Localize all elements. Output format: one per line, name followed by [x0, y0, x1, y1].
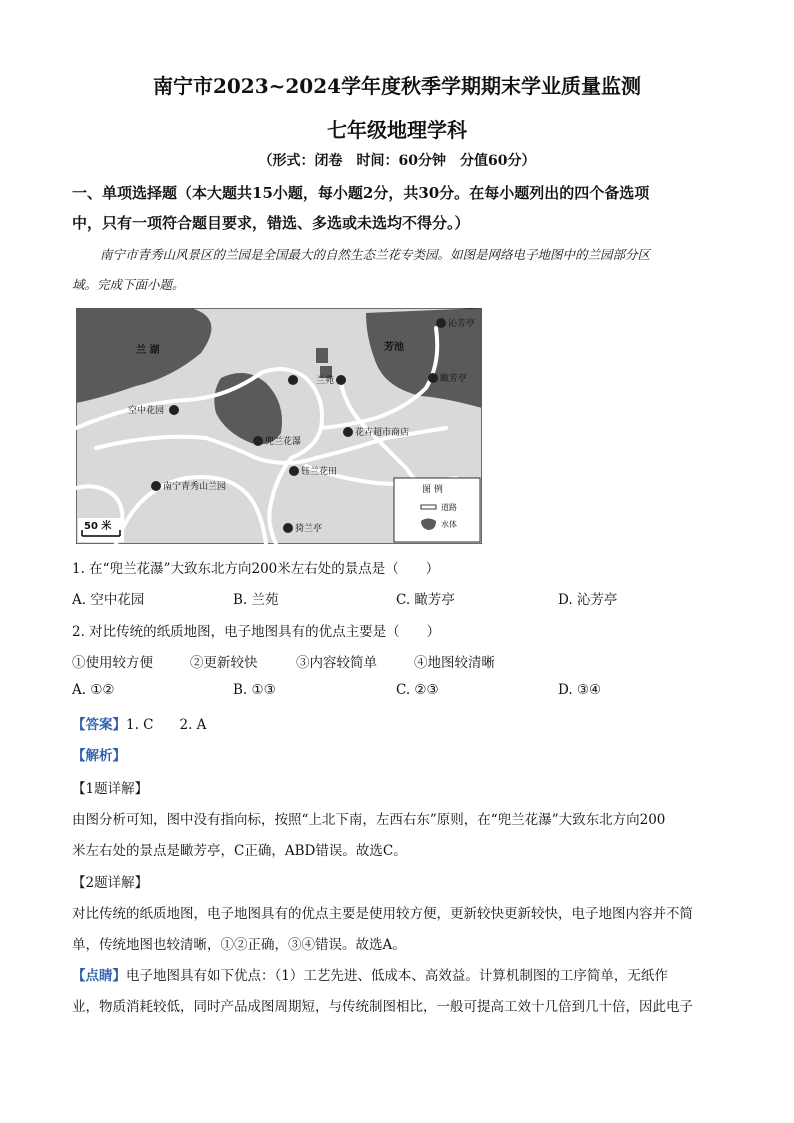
map-label-qinfangting: 沁芳亭 — [448, 319, 476, 329]
map-label-fangchi: 芳池 — [384, 342, 404, 353]
map-label-yulanhuatian: 钰兰花田 — [301, 467, 338, 477]
analysis-label: 【解析】 — [72, 748, 126, 764]
section-heading-line2: 中，只有一项符合题目要求，错选、多选或未选均不得分。） — [72, 214, 470, 232]
yilanting-marker-icon — [283, 523, 293, 533]
huahuichaoshi-marker-icon — [343, 427, 353, 437]
map-scale-label: 50 米 — [84, 521, 112, 532]
question-1-option-d: D. 沁芳亭 — [558, 592, 618, 608]
detail-2-line2: 单，传统地图也较清晰，①②正确，③④错误。故选A。 — [72, 937, 406, 953]
question-1-option-a: A. 空中花园 — [72, 592, 145, 608]
tiaofangting-marker-icon — [428, 373, 438, 383]
map-label-huahuichaoshi: 花卉超市商店 — [355, 428, 410, 438]
tip-text-1: 电子地图具有如下优点：（1）工艺先进、低成本、高效益。计算机制图的工序简单，无纸作 — [126, 968, 668, 984]
answer-label: 【答案】 — [72, 717, 126, 733]
tip-line2: 业，物质消耗较低，同时产品成图周期短，与传统制图相比，一般可提高工效十几倍到几十倍，因此电子 — [72, 999, 693, 1015]
legend-title: 图 例 — [422, 485, 443, 495]
map-label-doulanhuapu: 兜兰花瀑 — [265, 437, 302, 447]
question-1-option-b: B. 兰苑 — [233, 592, 279, 608]
tip-line1 — [72, 964, 668, 984]
intro-line2: 域。完成下面小题。 — [72, 277, 185, 292]
answer-value-2: 2. A — [179, 717, 207, 733]
doulanhuapu-marker-icon — [253, 436, 263, 446]
question-1-option-c: C. 瞰芳亭 — [396, 592, 455, 608]
question-2-option-a: A. ①② — [72, 682, 115, 698]
question-2-option-b: B. ①③ — [233, 682, 276, 698]
answer-value-1: 1. C — [126, 717, 154, 733]
detail-1-heading: 【1题详解】 — [72, 781, 149, 797]
legend-water-label: 水体 — [441, 520, 457, 529]
detail-2-heading: 【2题详解】 — [72, 875, 149, 891]
page-title: 南宁市2023~2024学年度秋季学期期末学业质量监测 — [152, 74, 642, 98]
question-2-statement-4: ④地图较清晰 — [414, 655, 495, 671]
map-label-nanningqingxiushan: 南宁青秀山兰园 — [163, 482, 227, 492]
toilet-marker-icon — [288, 375, 298, 385]
orchid-garden-map — [76, 308, 482, 544]
section-heading-line1: 一、单项选择题（本大题共15小题，每小题2分，共30分。在每小题列出的四个备选项 — [72, 184, 650, 202]
kongzhonghuayuan-marker-icon — [169, 405, 179, 415]
lanyuan-marker-icon — [336, 375, 346, 385]
question-2-option-c: C. ②③ — [396, 682, 439, 698]
detail-1-line1: 由图分析可知，图中没有指向标，按照“上北下南，左西右东”原则，在“兜兰花瀑”大致东北方向200 — [72, 812, 666, 828]
detail-1-line2: 米左右处的景点是瞰芳亭，C正确，ABD错误。故选C。 — [72, 843, 407, 859]
yulanhuatian-marker-icon — [289, 466, 299, 476]
legend-road-label: 道路 — [441, 503, 457, 512]
tip-label: 【点睛】 — [72, 968, 126, 984]
map-label-yilanting: 猗兰亭 — [295, 524, 323, 534]
page-subtitle: 七年级地理学科 — [327, 118, 467, 142]
question-1-stem: 1. 在“兜兰花瀑”大致东北方向200米左右处的景点是（ ） — [72, 561, 440, 577]
map-label-lanyuan: 兰苑 — [316, 376, 335, 386]
nanningqingxiushan-marker-icon — [151, 481, 161, 491]
legend-road-icon — [421, 505, 436, 509]
exam-info: （形式：闭卷 时间：60分钟 分值60分） — [258, 153, 536, 169]
answer-row — [72, 713, 206, 733]
map-label-lanhu: 兰 湖 — [136, 345, 160, 356]
question-2-statement-2: ②更新较快 — [190, 655, 258, 671]
question-2-stem: 2. 对比传统的纸质地图，电子地图具有的优点主要是（ ） — [72, 624, 441, 640]
question-2-option-d: D. ③④ — [558, 682, 602, 698]
intro-line1: 南宁市青秀山风景区的兰园是全国最大的自然生态兰花专类园。如图是网络电子地图中的兰园部分区 — [100, 247, 651, 262]
map-label-tiaofangting: 瞰芳亭 — [440, 374, 468, 384]
question-2-statement-3: ③内容较简单 — [296, 655, 377, 671]
detail-2-line1: 对比传统的纸质地图，电子地图具有的优点主要是使用较方便，更新较快更新较快，电子地图内容并不简 — [72, 906, 693, 922]
map-label-kongzhonghuayuan: 空中花园 — [128, 406, 165, 416]
qinfangting-marker-icon — [436, 318, 446, 328]
question-2-statement-1: ①使用较方便 — [72, 655, 153, 671]
